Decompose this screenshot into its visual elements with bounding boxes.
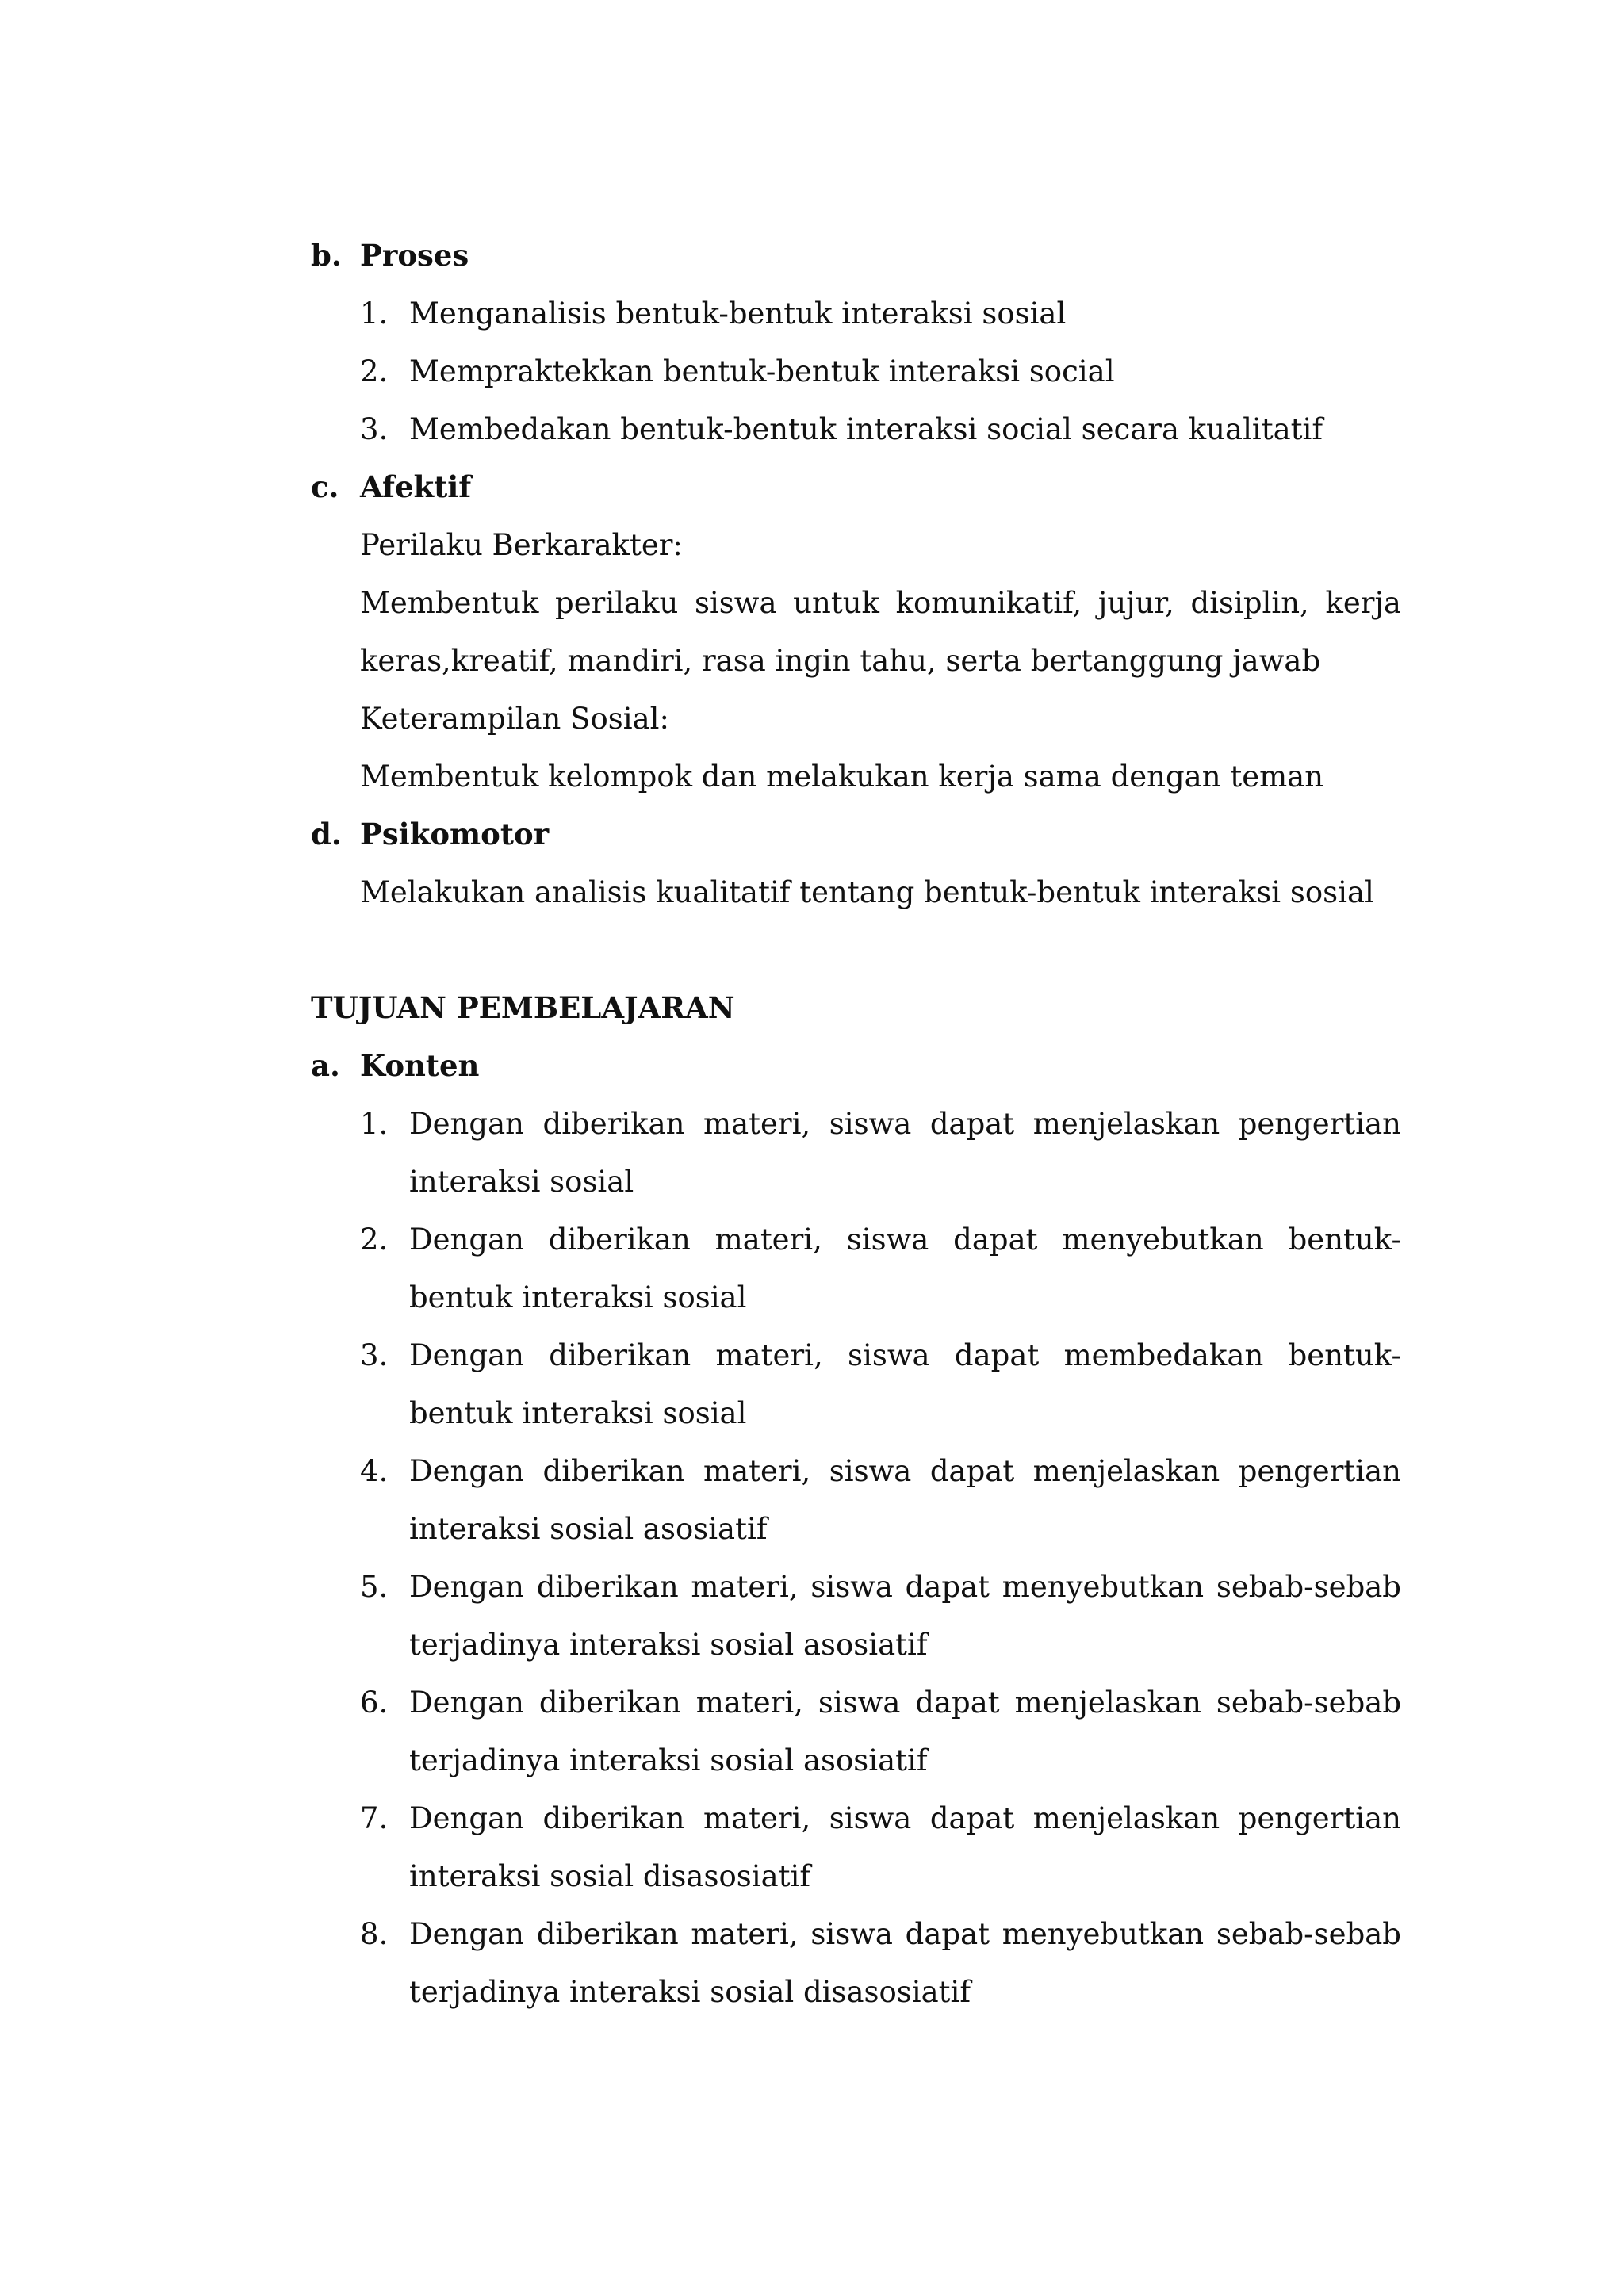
keterampilan-text: Membentuk kelompok dan melakukan kerja sama dengan teman xyxy=(360,760,1324,794)
list-text: Dengan diberikan materi, siswa dapat menjelaskan pengertian interaksi sosial asosiatif xyxy=(409,1454,1401,1546)
list-item xyxy=(360,1674,1401,1789)
section-heading-proses xyxy=(311,227,1401,285)
perilaku-label: Perilaku Berkarakter: xyxy=(360,528,683,562)
list-number: 6. xyxy=(360,1686,389,1720)
tujuan-title: TUJUAN PEMBELAJARAN xyxy=(311,990,735,1025)
list-item xyxy=(360,285,1401,342)
list-item xyxy=(360,1558,1401,1674)
section-letter: b. xyxy=(311,238,342,273)
section-heading-konten xyxy=(311,1037,1401,1095)
list-number: 7. xyxy=(360,1801,389,1835)
list-number: 3. xyxy=(360,412,389,446)
spacer xyxy=(311,921,1401,979)
list-text: Dengan diberikan materi, siswa dapat menyebutkan sebab-sebab terjadinya interaksi sosial asosiatif xyxy=(409,1570,1401,1662)
list-item xyxy=(360,342,1401,400)
list-text: Dengan diberikan materi, siswa dapat menyebutkan bentuk-bentuk interaksi sosial xyxy=(409,1223,1401,1314)
list-text: Dengan diberikan materi, siswa dapat menjelaskan pengertian interaksi sosial disasosiatif xyxy=(409,1801,1401,1893)
list-text: Dengan diberikan materi, siswa dapat membedakan bentuk-bentuk interaksi sosial xyxy=(409,1338,1401,1430)
list-item xyxy=(360,1442,1401,1558)
list-item xyxy=(360,1789,1401,1905)
list-item xyxy=(360,1095,1401,1211)
list-number: 1. xyxy=(360,1107,389,1141)
list-item xyxy=(360,400,1401,458)
section-title: Konten xyxy=(360,1048,480,1083)
list-number: 4. xyxy=(360,1454,389,1488)
list-number: 2. xyxy=(360,1223,389,1257)
list-number: 3. xyxy=(360,1338,389,1372)
list-number: 1. xyxy=(360,297,389,331)
psikomotor-text: Melakukan analisis kualitatif tentang bentuk-bentuk interaksi sosial xyxy=(360,875,1374,909)
section-title: Afektif xyxy=(360,469,472,504)
section-title: Psikomotor xyxy=(360,817,550,851)
document-content xyxy=(311,227,1401,2021)
list-number: 2. xyxy=(360,354,389,388)
section-letter: a. xyxy=(311,1048,340,1083)
section-letter: c. xyxy=(311,469,339,504)
list-text: Dengan diberikan materi, siswa dapat menjelaskan sebab-sebab terjadinya interaksi sosial asosiatif xyxy=(409,1686,1401,1777)
section-heading-psikomotor xyxy=(311,806,1401,863)
list-item xyxy=(360,1326,1401,1442)
list-text: Dengan diberikan materi, siswa dapat menjelaskan pengertian interaksi sosial xyxy=(409,1107,1401,1199)
section-title: Proses xyxy=(360,238,469,273)
list-text: Mempraktekkan bentuk-bentuk interaksi social xyxy=(409,354,1115,388)
list-text: Membedakan bentuk-bentuk interaksi social secara kualitatif xyxy=(409,412,1323,446)
list-number: 5. xyxy=(360,1570,389,1604)
list-item xyxy=(360,1905,1401,2021)
list-number: 8. xyxy=(360,1917,389,1951)
keterampilan-label: Keterampilan Sosial: xyxy=(360,702,669,736)
section-letter: d. xyxy=(311,817,342,851)
list-text: Dengan diberikan materi, siswa dapat menyebutkan sebab-sebab terjadinya interaksi sosial disasosiatif xyxy=(409,1917,1401,2009)
perilaku-text: Membentuk perilaku siswa untuk komunikatif, jujur, disiplin, kerja keras,kreatif, mandiri, rasa ingin tahu, serta bertanggung jawab xyxy=(360,586,1401,678)
list-text: Menganalisis bentuk-bentuk interaksi sosial xyxy=(409,297,1067,331)
list-item xyxy=(360,1211,1401,1326)
section-heading-afektif xyxy=(311,458,1401,516)
